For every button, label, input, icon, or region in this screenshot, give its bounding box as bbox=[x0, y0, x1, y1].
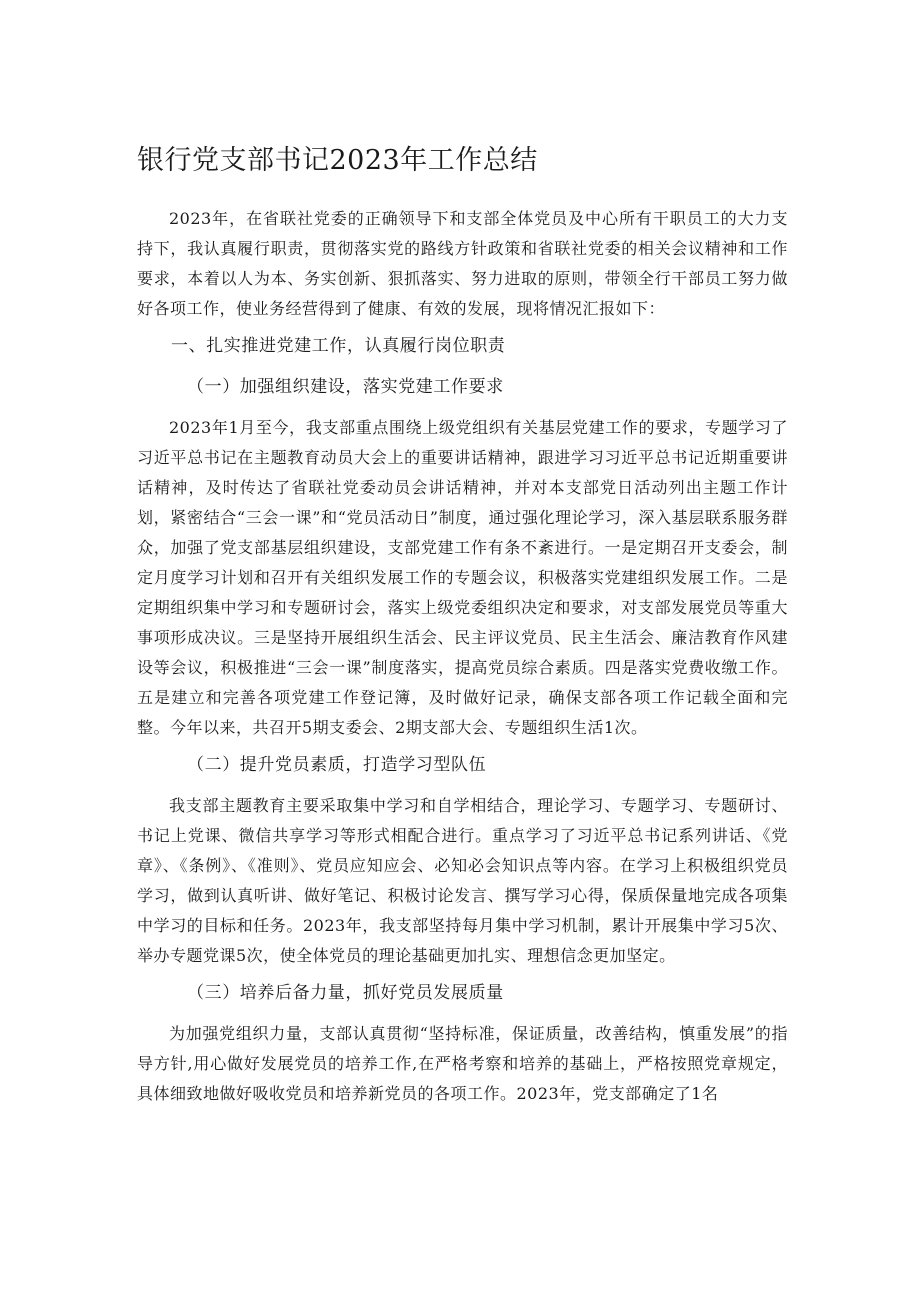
subsection-paragraph-1: 2023年1月至今，我支部重点围绕上级党组织有关基层党建工作的要求，专题学习了习近平总书记在主题教育动员大会上的重要讲话精神，跟进学习习近平总书记近期重要讲话精神，及时传达了省联社党委动员会讲话精神，并对本支部党日活动列出主题工作计划，紧密结合“三会一课”和“党员活动日”制度，通过强化理论学习，深入基层联系服务群众，加强了党支部基层组织建设，支部党建工作有条不紊进行。一是定期召开支委会，制定月度学习计划和召开有关组织发展工作的专题会议，积极落实党建组织发展工作。二是定期组织集中学习和专题研讨会，落实上级党委组织决定和要求，对支部发展党员等重大事项形成决议。三是坚持开展组织生活会、民主评议党员、民主生活会、廉洁教育作风建设等会议，积极推进“三会一课”制度落实，提高党员综合素质。四是落实党费收缴工作。五是建立和完善各项党建工作登记簿，及时做好记录，确保支部各项工作记载全面和完整。今年以来，共召开5期支委会、2期支部大会、专题组织生活1次。 bbox=[137, 418, 788, 737]
subsection-heading-2: （二）提升党员素质，打造学习型队伍 bbox=[187, 755, 487, 775]
section-heading-1: 一、扎实推进党建工作，认真履行岗位职责 bbox=[171, 336, 506, 356]
subsection-paragraph-3: 为加强党组织力量，支部认真贯彻“坚持标准，保证质量，改善结构，慎重发展”的指导方针,用心做好发展党员的培养工作,在严格考察和培养的基础上，严格按照党章规定，具体细致地做好吸收党员和培养新党员的各项工作。2023年，党支部确定了1名 bbox=[137, 1024, 788, 1103]
subsection-heading-1: （一）加强组织建设，落实党建工作要求 bbox=[187, 377, 504, 397]
intro-paragraph: 2023年，在省联社党委的正确领导下和支部全体党员及中心所有干职员工的大力支持下，我认真履行职责，贯彻落实党的路线方针政策和省联社党委的相关会议精神和工作要求，本着以人为本、务实创新、狠抓落实、努力进取的原则，带领全行干部员工努力做好各项工作，使业务经营得到了健康、有效的发展，现将情况汇报如下： bbox=[137, 209, 788, 318]
subsection-heading-3: （三）培养后备力量，抓好党员发展质量 bbox=[187, 983, 504, 1003]
subsection-paragraph-2: 我支部主题教育主要采取集中学习和自学相结合，理论学习、专题学习、专题研讨、书记上党课、微信共享学习等形式相配合进行。重点学习了习近平总书记系列讲话、《党章》、《条例》、《准则》、党员应知应会、必知必会知识点等内容。在学习上积极组织党员学习，做到认真听讲、做好笔记、积极讨论发言、撰写学习心得，保质保量地完成各项集中学习的目标和任务。2023年，我支部坚持每月集中学习机制，累计开展集中学习5次、举办专题党课5次，使全体党员的理论基础更加扎实、理想信念更加坚定。 bbox=[137, 796, 788, 965]
document-title: 银行党支部书记2023年工作总结 bbox=[137, 145, 538, 176]
